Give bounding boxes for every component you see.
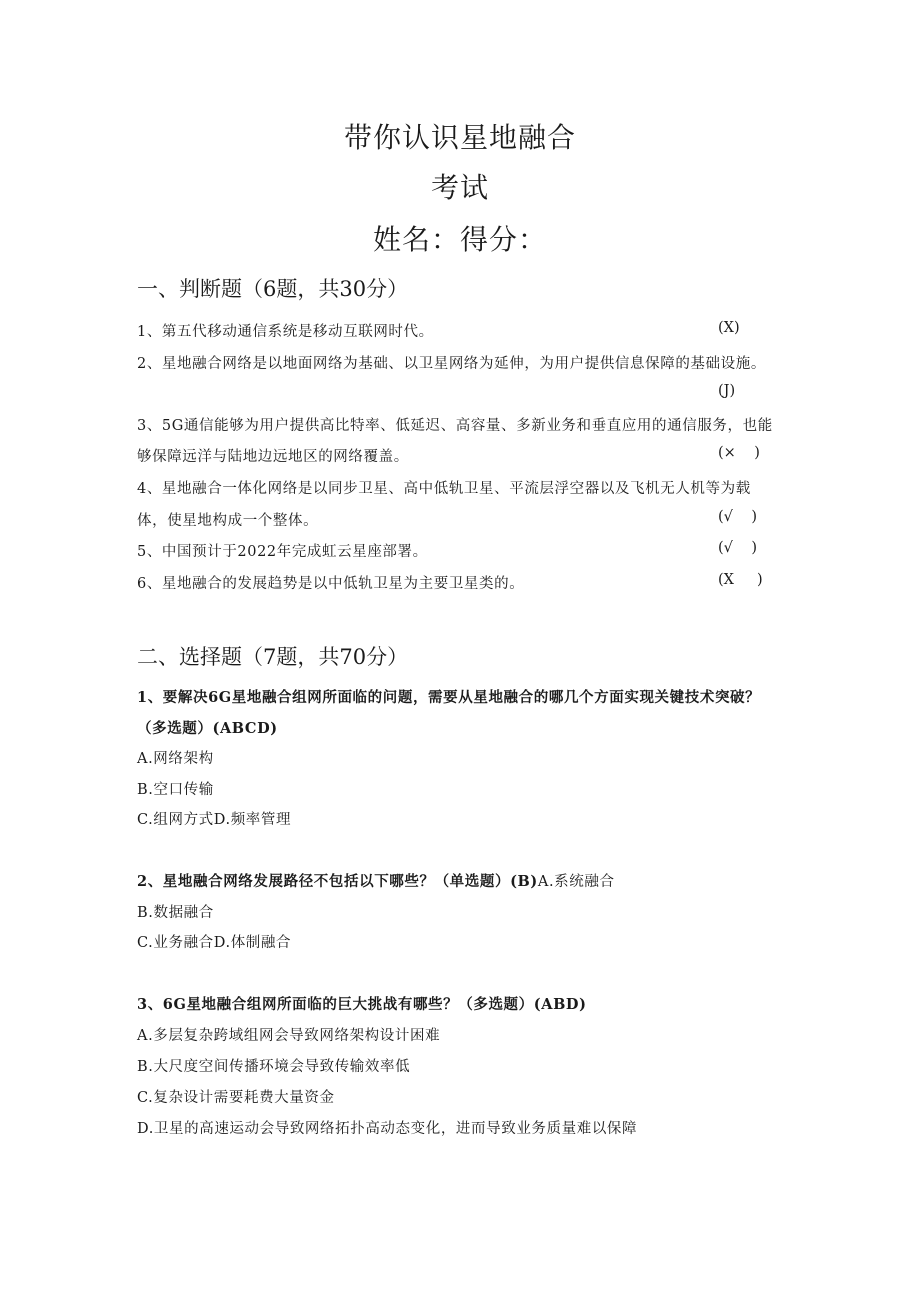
exam-title: 带你认识星地融合 [343,121,576,154]
tf-answer-4: (√ ) [718,509,757,525]
tf-question-3-line1: 3、5G通信能够为用户提供高比特率、低延迟、高容量、多新业务和垂直应用的通信服务，也能 [137,418,773,434]
tf-answer-2: (J) [718,383,736,399]
mc-question-2-option-b: B.数据融合 [137,905,214,921]
mc-question-2-stem: 2、星地融合网络发展路径不包括以下哪些？（单选题）(B) [137,873,538,890]
mc-question-2-option-cd: C.业务融合D.体制融合 [137,935,292,951]
mc-question-1-option-b: B.空口传输 [137,782,214,798]
mc-question-2-line [137,870,615,891]
tf-question-1: 1、第五代移动通信系统是移动互联网时代。 [137,324,434,340]
mc-question-1-type: （多选题）(ABCD) [137,720,278,737]
tf-question-6: 6、星地融合的发展趋势是以中低轨卫星为主要卫星类的。 [137,576,525,592]
tf-question-5: 5、中国预计于2022年完成虹云星座部署。 [137,544,428,560]
mc-question-3-option-d: D.卫星的高速运动会导致网络拓扑高动态变化，进而导致业务质量难以保障 [137,1121,638,1137]
mc-question-3-option-b: B.大尺度空间传播环境会导致传输效率低 [137,1059,411,1075]
mc-question-2-option-a: A.系统融合 [537,874,615,890]
exam-subtitle: 考试 [430,171,489,204]
mc-question-1-option-a: A.网络架构 [137,751,214,767]
section-heading-multiple-choice: 二、选择题（7题，共70分） [137,645,409,669]
tf-answer-6: (X ) [718,572,763,588]
tf-question-3-line2: 够保障远洋与陆地边远地区的网络覆盖。 [137,449,409,465]
section-heading-true-false: 一、判断题（6题，共30分） [137,277,409,301]
name-score-line: 姓名：得分： [372,223,547,256]
tf-answer-1: (X) [718,320,740,336]
tf-question-2: 2、星地融合网络是以地面网络为基础、以卫星网络为延伸，为用户提供信息保障的基础设施。 [137,356,766,372]
mc-question-3-stem: 3、6G星地融合组网所面临的巨大挑战有哪些？（多选题）(ABD) [137,996,587,1013]
tf-answer-3: (× ) [718,445,760,461]
mc-question-3-option-a: A.多层复杂跨域组网会导致网络架构设计困难 [137,1028,441,1044]
mc-question-3-option-c: C.复杂设计需要耗费大量资金 [137,1090,335,1106]
mc-question-1-stem: 1、要解决6G星地融合组网所面临的问题，需要从星地融合的哪几个方面实现关键技术突破？ [137,689,761,706]
tf-answer-5: (√ ) [718,540,757,556]
tf-question-4-line2: 体，使星地构成一个整体。 [137,513,319,529]
tf-question-4-line1: 4、星地融合一体化网络是以同步卫星、高中低轨卫星、平流层浮空器以及飞机无人机等为载 [137,481,751,497]
mc-question-1-option-cd: C.组网方式D.频率管理 [137,812,292,828]
